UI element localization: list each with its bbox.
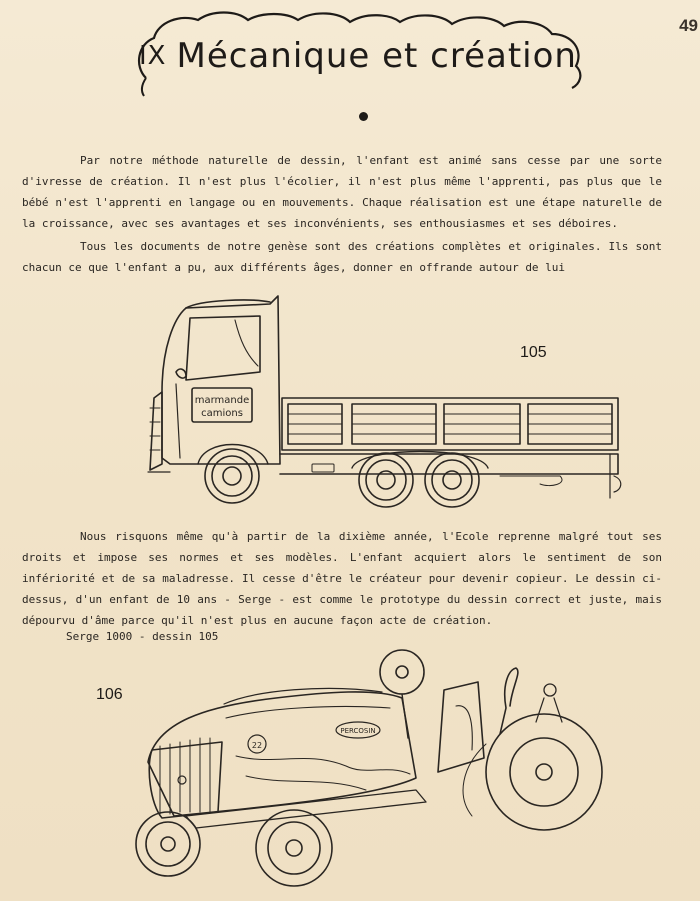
tractor-drawing — [126, 646, 606, 891]
title-dot — [359, 112, 368, 121]
title-cloud — [128, 8, 588, 98]
paragraph-3: Nous risquons même qu'à partir de la dixième année, l'Ecole reprenne malgré tout ses droits et impose ses normes et ses modèles. L'enfant acquiert alors le sentiment de son infériorité et de sa maladresse. Il cesse d'être le créateur pour devenir copieur. Le dessin ci-dessus, d'un enfant de 10 ans - Serge - est comme le prototype du dessin correct et juste, mais dépourvu d'âme parce qu'il n'est plus en aucune façon acte de création. — [22, 530, 662, 627]
tractor-wheels — [136, 714, 602, 886]
truck-sign-line2: camions — [201, 408, 243, 419]
tractor-cab-and-driver — [380, 650, 562, 772]
tractor-body — [148, 688, 426, 828]
truck-cab — [148, 296, 280, 472]
figure-caption: Serge 1000 - dessin 105 — [66, 630, 219, 643]
title-text: Mécanique et création — [176, 36, 577, 76]
tractor-badge-number: 22 — [251, 741, 263, 750]
tractor-brand-plate: PERCOSIN — [340, 727, 376, 735]
page-number: 49 — [679, 16, 698, 35]
figure-number-106: 106 — [96, 686, 123, 703]
page-title — [128, 8, 588, 98]
truck-sign-line1: marmande — [194, 395, 250, 406]
paragraph-2: Tous les documents de notre genèse sont des créations complètes et originales. Ils sont chacun ce que l'enfant a pu, aux différents âges, donner en offrande autour de lui — [22, 240, 662, 274]
truck-cargo-bed — [280, 398, 621, 498]
figure-number-105: 105 — [520, 344, 547, 361]
truck-drawing — [140, 288, 630, 510]
title-numeral: IX — [139, 41, 167, 71]
paragraph-1: Par notre méthode naturelle de dessin, l'enfant est animé sans cesse par une sorte d'ivresse de création. Il n'est plus l'écolier, il n'est plus même l'apprenti, pas plus que le bébé n'est l'apprenti en langage ou en mouvements. Chaque réalisation est une étape naturelle de la croissance, avec ses avantages et ses inconvénients, ses enthousiasmes et ses déboires. — [22, 154, 662, 230]
